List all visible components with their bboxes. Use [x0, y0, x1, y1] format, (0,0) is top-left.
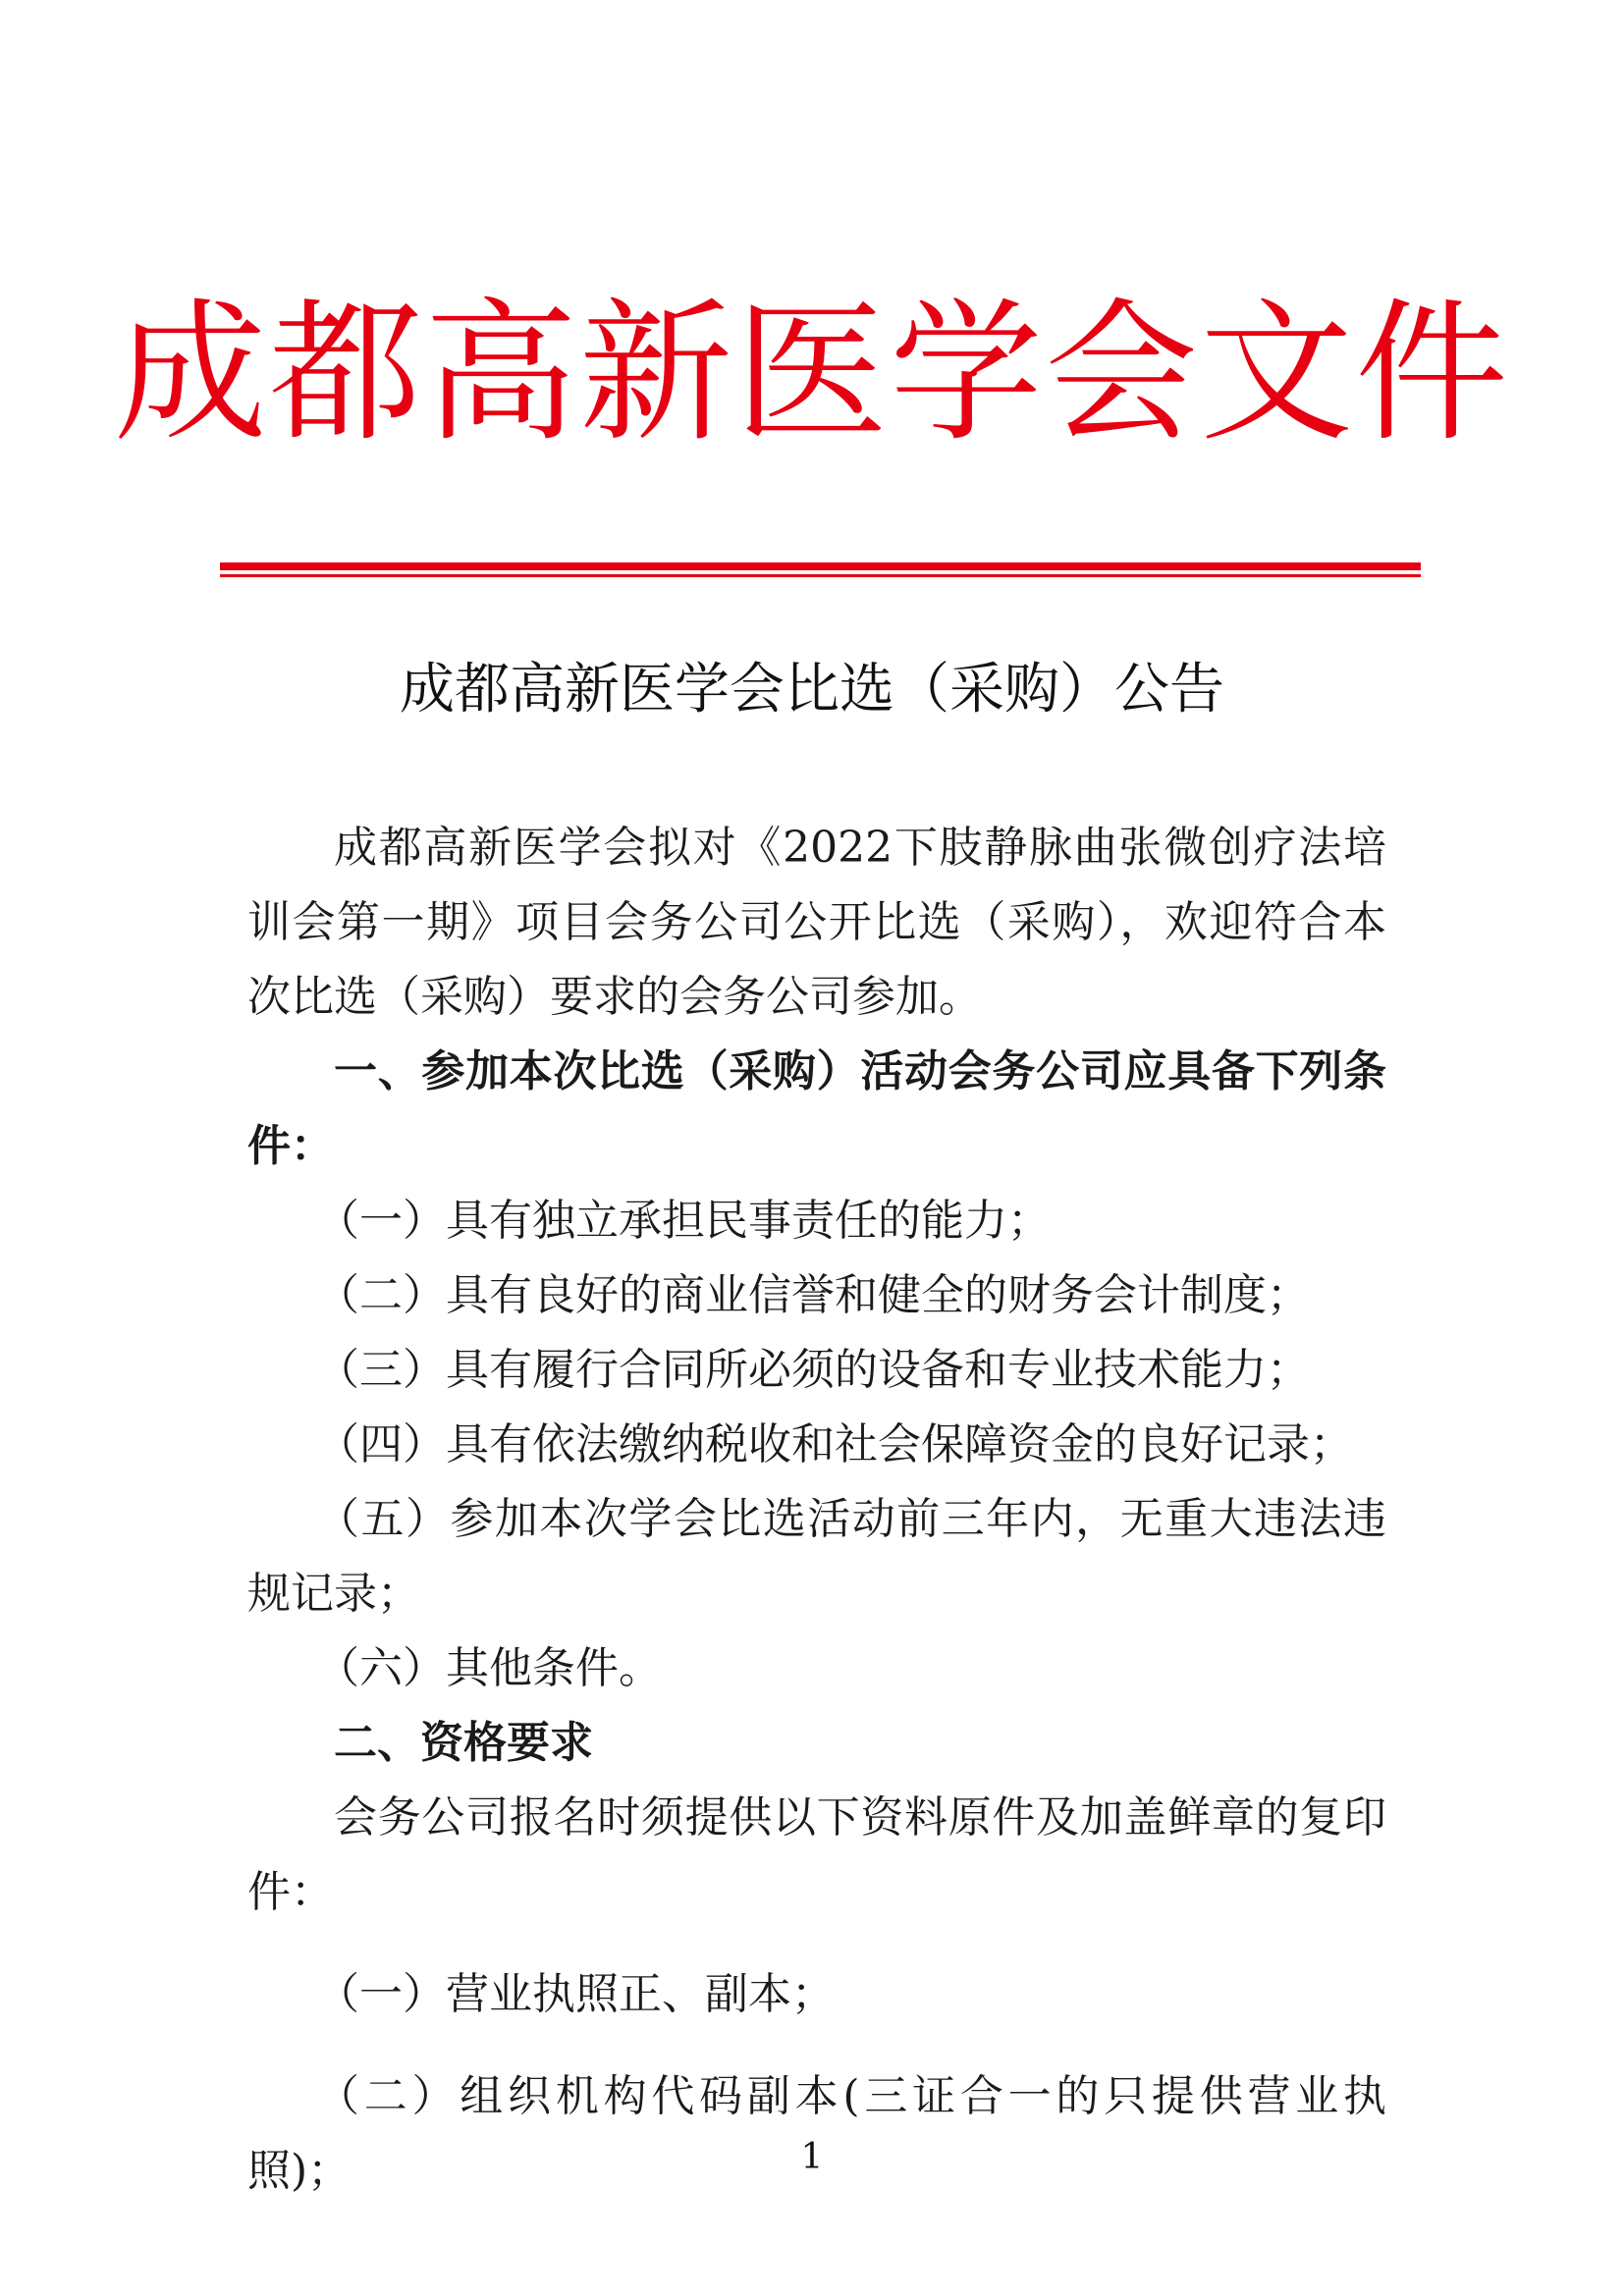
section1-item-4: （四）具有依法缴纳税收和社会保障资金的良好记录；: [316, 1419, 1353, 1469]
section2-heading: 二、资格要求: [334, 1718, 593, 1768]
masthead-title: 成都高新医学会文件: [114, 284, 1510, 462]
section1-item-1: （一）具有独立承担民事责任的能力；: [316, 1196, 1051, 1246]
section1-item-5: （五）参加本次学会比选活动前三年内，无重大违法违规记录；: [247, 1494, 1386, 1619]
section2-intro: 会务公司报名时须提供以下资料原件及加盖鲜章的复印件：: [247, 1792, 1386, 1917]
section1-item-3: （三）具有履行合同所必须的设备和专业技术能力；: [316, 1345, 1310, 1395]
masthead-rule-thick: [220, 562, 1421, 570]
section2-item-2: （二）组织机构代码副本(三证合一的只提供营业执照)；: [247, 2071, 1386, 2196]
masthead-rule-thin: [220, 574, 1421, 577]
intro-paragraph: 成都高新医学会拟对《2022下肢静脉曲张微创疗法培训会第一期》项目会务公司公开比选（采购），欢迎符合本次比选（采购）要求的会务公司参加。: [247, 823, 1386, 1022]
section2-item-1: （一）营业执照正、副本；: [316, 1969, 835, 2019]
page-number: 1: [800, 2137, 824, 2177]
section1-item-2: （二）具有良好的商业信誉和健全的财务会计制度；: [316, 1270, 1310, 1320]
document-body: [247, 811, 1386, 2209]
section1-heading: 一、参加本次比选（采购）活动会务公司应具备下列条件：: [247, 1046, 1386, 1171]
section1-item-6: （六）其他条件。: [316, 1643, 662, 1693]
document-title: 成都高新医学会比选（采购）公告: [400, 658, 1224, 721]
